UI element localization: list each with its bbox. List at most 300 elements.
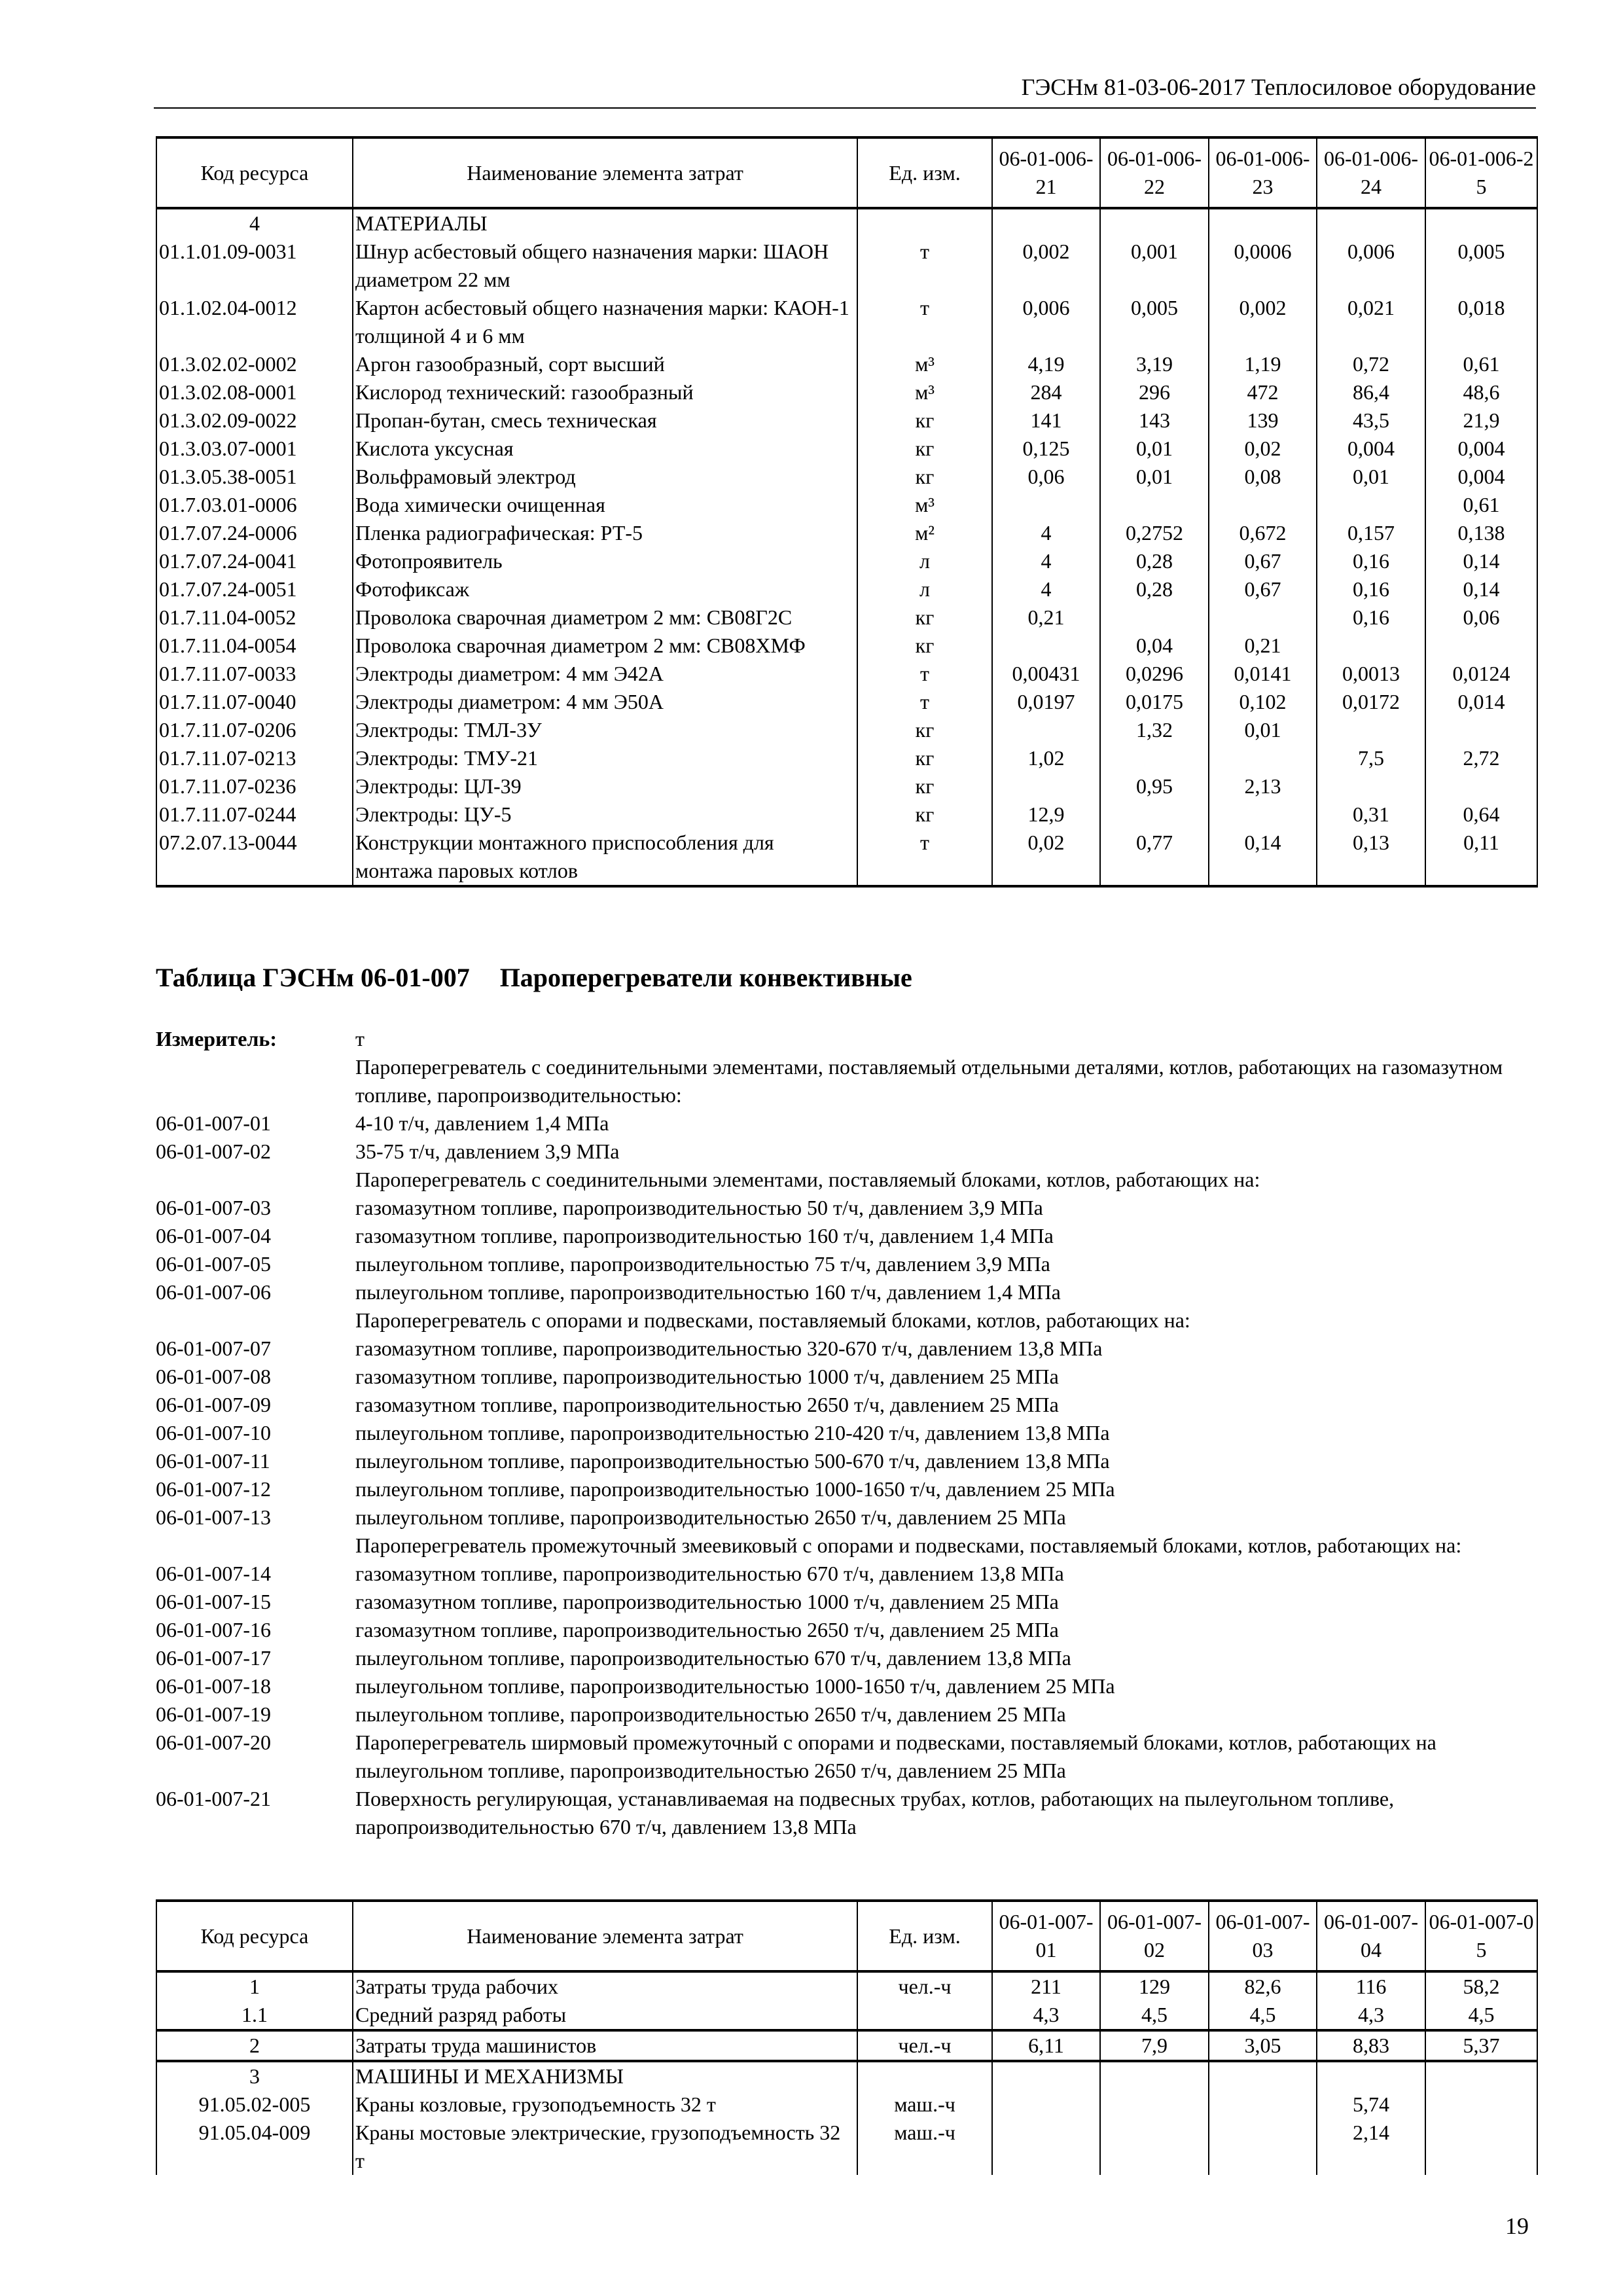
table-row (156, 378, 1537, 406)
column-header: Наименование элемента затрат (353, 137, 857, 208)
table-row (156, 463, 1537, 491)
value-cell (992, 2119, 1100, 2175)
value-cell (992, 491, 1100, 519)
measure-text: пылеугольном топливе, паропроизводительностью 210-420 т/ч, давлением 13,8 МПа (355, 1421, 1110, 1444)
column-header: 06-01-006-25 (1425, 137, 1537, 208)
value-cell: 0,002 (1209, 294, 1317, 350)
section-code: 4 (156, 208, 353, 238)
table-row (156, 238, 1537, 294)
value-cell: 0,61 (1425, 491, 1537, 519)
value-cell: 0,14 (1425, 547, 1537, 575)
value-cell: 0,77 (1100, 829, 1209, 886)
value-cell: 0,0296 (1100, 660, 1209, 688)
value-cell: 0,06 (1425, 603, 1537, 632)
value-cell: 4,19 (992, 350, 1100, 378)
value-cell: 143 (1100, 406, 1209, 435)
measure-code: 06-01-007-10 (156, 1421, 271, 1444)
value-cell: 0,001 (1100, 238, 1209, 294)
measure-text: газомазутном топливе, паропроизводительностью 2650 т/ч, давлением 25 МПа (355, 1393, 1059, 1416)
measure-text: пылеугольном топливе, паропроизводительностью 2650 т/ч, давлением 25 МПа (355, 1702, 1066, 1726)
measure-item (156, 1278, 1537, 1306)
measure-item (156, 1363, 1537, 1391)
value-cell (1425, 632, 1537, 660)
table-name: Пароперегреватели конвективные (499, 963, 912, 992)
value-cell: 0,0175 (1100, 688, 1209, 716)
unit: маш.-ч (857, 2090, 992, 2119)
resource-name: Электроды: ТМЛ-3У (353, 716, 857, 744)
measure-unit: т (355, 1027, 365, 1050)
value-cell: 0,21 (1209, 632, 1317, 660)
value-cell: 0,006 (1317, 238, 1425, 294)
resource-name: Вольфрамовый электрод (353, 463, 857, 491)
value-cell: 284 (992, 378, 1100, 406)
value-cell: 4,5 (1100, 2001, 1209, 2030)
resource-code: 01.7.07.24-0006 (156, 519, 353, 547)
measure-code: 06-01-007-17 (156, 1646, 271, 1670)
value-cell: 82,6 (1209, 1971, 1317, 2001)
measure-label: Измеритель: (156, 1027, 277, 1050)
resource-code: 01.7.07.24-0051 (156, 575, 353, 603)
value-cell (1425, 2119, 1537, 2175)
unit: кг (857, 603, 992, 632)
value-cell: 0,67 (1209, 575, 1317, 603)
value-cell: 0,0124 (1425, 660, 1537, 688)
measure-code: 06-01-007-13 (156, 1505, 271, 1529)
value-cell: 0,01 (1209, 716, 1317, 744)
table-number: Таблица ГЭСНм 06-01-007 (156, 963, 470, 992)
resource-code: 01.3.02.09-0022 (156, 406, 353, 435)
value-cell (1209, 491, 1317, 519)
value-cell: 0,13 (1317, 829, 1425, 886)
measure-item (156, 1503, 1537, 1532)
measure-text: пылеугольном топливе, паропроизводительностью 1000-1650 т/ч, давлением 25 МПа (355, 1477, 1115, 1501)
value-cell: 0,28 (1100, 575, 1209, 603)
value-cell: 0,004 (1425, 435, 1537, 463)
value-cell: 43,5 (1317, 406, 1425, 435)
measure-text: пылеугольном топливе, паропроизводительностью 75 т/ч, давлением 3,9 МПа (355, 1252, 1050, 1276)
value-cell: 0,004 (1425, 463, 1537, 491)
resource-code: 1.1 (156, 2001, 353, 2030)
value-cell: 0,672 (1209, 519, 1317, 547)
value-cell (1317, 716, 1425, 744)
value-cell: 4,3 (1317, 2001, 1425, 2030)
value-cell: 0,138 (1425, 519, 1537, 547)
measure-text: газомазутном топливе, паропроизводительностью 670 т/ч, давлением 13,8 МПа (355, 1562, 1064, 1585)
value-cell: 0,157 (1317, 519, 1425, 547)
table-row (156, 632, 1537, 660)
value-cell (1100, 800, 1209, 829)
value-cell: 1,02 (992, 744, 1100, 772)
resource-name: Картон асбестовый общего назначения марки: КАОН-1 толщиной 4 и 6 мм (353, 294, 857, 350)
measure-code: 06-01-007-21 (156, 1787, 271, 1810)
unit: кг (857, 406, 992, 435)
value-cell: 7,9 (1100, 2030, 1209, 2061)
value-cell: 58,2 (1425, 1971, 1537, 2001)
resource-code: 01.7.03.01-0006 (156, 491, 353, 519)
unit: кг (857, 435, 992, 463)
measure-item (156, 1194, 1537, 1222)
value-cell: 472 (1209, 378, 1317, 406)
resource-name: Электроды диаметром: 4 мм Э42А (353, 660, 857, 688)
value-cell: 8,83 (1317, 2030, 1425, 2061)
value-cell: 0,14 (1209, 829, 1317, 886)
measure-code: 06-01-007-14 (156, 1562, 271, 1585)
value-cell: 1,19 (1209, 350, 1317, 378)
value-cell: 0,014 (1425, 688, 1537, 716)
measure-text: пылеугольном топливе, паропроизводительностью 2650 т/ч, давлением 25 МПа (355, 1505, 1066, 1529)
measure-code: 06-01-007-07 (156, 1336, 271, 1360)
measure-item (156, 1447, 1537, 1475)
measure-item (156, 1419, 1537, 1447)
table-row (156, 1971, 1537, 2001)
resource-code: 01.3.03.07-0001 (156, 435, 353, 463)
value-cell (1317, 632, 1425, 660)
resource-name: Затраты труда рабочих (353, 1971, 857, 2001)
value-cell (1317, 491, 1425, 519)
value-cell (1209, 800, 1317, 829)
section-name: МАТЕРИАЛЫ (353, 208, 857, 238)
value-cell: 6,11 (992, 2030, 1100, 2061)
resource-code: 01.7.11.07-0040 (156, 688, 353, 716)
resource-code: 01.7.11.04-0052 (156, 603, 353, 632)
value-cell: 0,021 (1317, 294, 1425, 350)
resource-code: 01.7.11.07-0206 (156, 716, 353, 744)
measure-item (156, 1250, 1537, 1278)
value-cell: 0,01 (1317, 463, 1425, 491)
measure-text: газомазутном топливе, паропроизводительностью 320-670 т/ч, давлением 13,8 МПа (355, 1336, 1103, 1360)
unit: т (857, 829, 992, 886)
measure-text: газомазутном топливе, паропроизводительностью 2650 т/ч, давлением 25 МПа (355, 1618, 1059, 1641)
resource-name: Электроды: ЦЛ-39 (353, 772, 857, 800)
value-cell: 139 (1209, 406, 1317, 435)
column-header: 06-01-006-23 (1209, 137, 1317, 208)
value-cell: 4,5 (1209, 2001, 1317, 2030)
resource-name: Затраты труда машинистов (353, 2030, 857, 2061)
measure-code: 06-01-007-11 (156, 1449, 270, 1473)
resource-code: 01.3.05.38-0051 (156, 463, 353, 491)
measure-code (156, 1053, 355, 1109)
measure-item (156, 1644, 1537, 1672)
value-cell: 4 (992, 547, 1100, 575)
measure-item (156, 1560, 1537, 1588)
value-cell (992, 632, 1100, 660)
resource-code: 01.7.11.04-0054 (156, 632, 353, 660)
value-cell (1209, 603, 1317, 632)
measure-text: Пароперегреватель с опорами и подвесками, поставляемый блоками, котлов, работающих на: (355, 1308, 1190, 1332)
value-cell: 211 (992, 1971, 1100, 2001)
value-cell: 7,5 (1317, 744, 1425, 772)
value-cell: 0,0172 (1317, 688, 1425, 716)
unit: кг (857, 463, 992, 491)
value-cell: 5,74 (1317, 2090, 1425, 2119)
unit: м³ (857, 491, 992, 519)
unit (857, 2001, 992, 2030)
column-header: 06-01-006-22 (1100, 137, 1209, 208)
measure-code: 06-01-007-16 (156, 1618, 271, 1641)
resource-code: 2 (156, 2030, 353, 2061)
measure-item (156, 1475, 1537, 1503)
value-cell: 0,14 (1425, 575, 1537, 603)
unit: м³ (857, 378, 992, 406)
measure-item (156, 1785, 1537, 1841)
column-header: Ед. изм. (857, 1901, 992, 1971)
value-cell (1209, 2119, 1317, 2175)
measure-code: 06-01-007-06 (156, 1280, 271, 1304)
table-row (156, 519, 1537, 547)
value-cell: 2,14 (1317, 2119, 1425, 2175)
measure-block (156, 1025, 1537, 1841)
measure-code (156, 1166, 355, 1194)
value-cell: 2,72 (1425, 744, 1537, 772)
value-cell: 0,16 (1317, 547, 1425, 575)
unit: м² (857, 519, 992, 547)
table-row (156, 350, 1537, 378)
measure-item (156, 1053, 1537, 1109)
column-header: 06-01-007-04 (1317, 1901, 1425, 1971)
measure-item (156, 1729, 1537, 1785)
resource-code: 07.2.07.13-0044 (156, 829, 353, 886)
column-header: Код ресурса (156, 1901, 353, 1971)
measure-item (156, 1700, 1537, 1729)
resource-name: Электроды диаметром: 4 мм Э50А (353, 688, 857, 716)
resource-name: Кислород технический: газообразный (353, 378, 857, 406)
value-cell (992, 772, 1100, 800)
running-header: ГЭСНм 81-03-06-2017 Теплосиловое оборудование (154, 73, 1536, 109)
measure-code: 06-01-007-08 (156, 1365, 271, 1388)
empty-cell (992, 208, 1100, 238)
resource-code: 01.1.01.09-0031 (156, 238, 353, 294)
measure-text: пылеугольном топливе, паропроизводительностью 500-670 т/ч, давлением 13,8 МПа (355, 1449, 1110, 1473)
value-cell: 1,32 (1100, 716, 1209, 744)
table-row (156, 406, 1537, 435)
value-cell (1317, 772, 1425, 800)
measure-code: 06-01-007-18 (156, 1674, 271, 1698)
value-cell: 141 (992, 406, 1100, 435)
unit: т (857, 238, 992, 294)
measure-code: 06-01-007-09 (156, 1393, 271, 1416)
measure-code: 06-01-007-15 (156, 1590, 271, 1613)
resource-code: 1 (156, 1971, 353, 2001)
measure-text: Поверхность регулирующая, устанавливаемая на подвесных трубах, котлов, работающих на пылеугольном топливе, паропроизводительностью 670 т/ч, давлением 13,8 МПа (355, 1787, 1395, 1839)
measure-text: пылеугольном топливе, паропроизводительностью 1000-1650 т/ч, давлением 25 МПа (355, 1674, 1115, 1698)
value-cell (992, 2061, 1100, 2090)
column-header: Код ресурса (156, 137, 353, 208)
value-cell: 0,61 (1425, 350, 1537, 378)
value-cell: 0,004 (1317, 435, 1425, 463)
resource-name: Средний разряд работы (353, 2001, 857, 2030)
value-cell: 0,006 (992, 294, 1100, 350)
value-cell: 3,19 (1100, 350, 1209, 378)
resource-name: Краны мостовые электрические, грузоподъемность 32 т (353, 2119, 857, 2175)
measure-item (156, 1138, 1537, 1166)
resource-name: Фотопроявитель (353, 547, 857, 575)
value-cell (1425, 772, 1537, 800)
measure-text: Пароперегреватель с соединительными элементами, поставляемый отдельными деталями, котлов, работающих на газомазутном топливе, паропроизводительностью: (355, 1055, 1503, 1107)
value-cell: 116 (1317, 1971, 1425, 2001)
value-cell (1100, 2090, 1209, 2119)
table-row (156, 829, 1537, 886)
value-cell (1100, 2119, 1209, 2175)
unit: кг (857, 800, 992, 829)
table-row (156, 660, 1537, 688)
measure-code: 06-01-007-03 (156, 1196, 271, 1219)
unit: кг (857, 744, 992, 772)
measure-text: 35-75 т/ч, давлением 3,9 МПа (355, 1139, 620, 1163)
unit: кг (857, 632, 992, 660)
value-cell: 0,0141 (1209, 660, 1317, 688)
value-cell: 0,95 (1100, 772, 1209, 800)
empty-cell (857, 208, 992, 238)
resource-name: Конструкции монтажного приспособления для монтажа паровых котлов (353, 829, 857, 886)
table-row (156, 491, 1537, 519)
resource-name: Шнур асбестовый общего назначения марки: ШАОН диаметром 22 мм (353, 238, 857, 294)
resource-name: Фотофиксаж (353, 575, 857, 603)
unit: чел.-ч (857, 2030, 992, 2061)
value-cell: 0,0197 (992, 688, 1100, 716)
empty-cell (1100, 208, 1209, 238)
table-row (156, 2001, 1537, 2030)
resource-code: 01.7.11.07-0033 (156, 660, 353, 688)
resource-name: Электроды: ТМУ-21 (353, 744, 857, 772)
column-header: 06-01-007-03 (1209, 1901, 1317, 1971)
section-title (156, 962, 942, 993)
value-cell: 21,9 (1425, 406, 1537, 435)
measure-code: 06-01-007-20 (156, 1731, 271, 1754)
page-number: 19 (1505, 2213, 1529, 2239)
value-cell (1317, 2061, 1425, 2090)
value-cell (1425, 2061, 1537, 2090)
resource-name: Вода химически очищенная (353, 491, 857, 519)
value-cell: 296 (1100, 378, 1209, 406)
resource-code: 01.1.02.04-0012 (156, 294, 353, 350)
value-cell: 4 (992, 575, 1100, 603)
measure-item (156, 1166, 1537, 1194)
resource-name: МАШИНЫ И МЕХАНИЗМЫ (353, 2061, 857, 2090)
value-cell: 0,67 (1209, 547, 1317, 575)
empty-cell (1425, 208, 1537, 238)
measure-text: 4-10 т/ч, давлением 1,4 МПа (355, 1111, 609, 1135)
materials-table (156, 136, 1538, 888)
measure-item (156, 1672, 1537, 1700)
value-cell: 0,06 (992, 463, 1100, 491)
value-cell (1209, 2090, 1317, 2119)
measure-text: газомазутном топливе, паропроизводительностью 160 т/ч, давлением 1,4 МПа (355, 1224, 1054, 1247)
value-cell: 4,5 (1425, 2001, 1537, 2030)
measure-code: 06-01-007-01 (156, 1111, 271, 1135)
value-cell: 48,6 (1425, 378, 1537, 406)
measure-item (156, 1616, 1537, 1644)
value-cell (992, 2090, 1100, 2119)
column-header: 06-01-006-21 (992, 137, 1100, 208)
measure-text: Пароперегреватель ширмовый промежуточный с опорами и подвесками, поставляемый блоками, котлов, работающих на пылеугольном топливе, паропроизводительностью 2650 т/ч, давлением 25 МПа (355, 1731, 1436, 1782)
unit: т (857, 688, 992, 716)
measure-item (156, 1222, 1537, 1250)
unit: л (857, 547, 992, 575)
value-cell (1100, 744, 1209, 772)
column-header: 06-01-007-02 (1100, 1901, 1209, 1971)
value-cell: 2,13 (1209, 772, 1317, 800)
value-cell: 0,00431 (992, 660, 1100, 688)
value-cell: 0,002 (992, 238, 1100, 294)
unit (857, 2061, 992, 2090)
resource-name: Пленка радиографическая: РТ-5 (353, 519, 857, 547)
value-cell: 0,11 (1425, 829, 1537, 886)
section-row (156, 208, 1537, 238)
resources-table (156, 1899, 1538, 2175)
measure-code: 06-01-007-05 (156, 1252, 271, 1276)
measure-code: 06-01-007-19 (156, 1702, 271, 1726)
measure-item (156, 1306, 1537, 1335)
unit: кг (857, 772, 992, 800)
value-cell: 4,3 (992, 2001, 1100, 2030)
resource-code: 91.05.04-009 (156, 2119, 353, 2175)
column-header: 06-01-006-24 (1317, 137, 1425, 208)
table-row (156, 800, 1537, 829)
value-cell: 0,72 (1317, 350, 1425, 378)
measure-item (156, 1109, 1537, 1138)
value-cell: 0,04 (1100, 632, 1209, 660)
value-cell: 0,02 (992, 829, 1100, 886)
table-row (156, 603, 1537, 632)
measure-text: Пароперегреватель с соединительными элементами, поставляемый блоками, котлов, работающих на: (355, 1168, 1260, 1191)
measure-text: пылеугольном топливе, паропроизводительностью 670 т/ч, давлением 13,8 МПа (355, 1646, 1071, 1670)
measure-item (156, 1391, 1537, 1419)
resource-name: Пропан-бутан, смесь техническая (353, 406, 857, 435)
value-cell: 0,01 (1100, 435, 1209, 463)
resource-name: Краны козловые, грузоподъемность 32 т (353, 2090, 857, 2119)
table-row (156, 575, 1537, 603)
unit: чел.-ч (857, 1971, 992, 2001)
value-cell: 0,2752 (1100, 519, 1209, 547)
table-row (156, 744, 1537, 772)
empty-cell (1317, 208, 1425, 238)
value-cell (1100, 491, 1209, 519)
table-row (156, 772, 1537, 800)
value-cell: 0,102 (1209, 688, 1317, 716)
value-cell: 0,31 (1317, 800, 1425, 829)
value-cell: 0,125 (992, 435, 1100, 463)
measure-code: 06-01-007-02 (156, 1139, 271, 1163)
empty-cell (1209, 208, 1317, 238)
table-row (156, 2090, 1537, 2119)
value-cell: 0,08 (1209, 463, 1317, 491)
value-cell: 0,28 (1100, 547, 1209, 575)
table-row (156, 294, 1537, 350)
value-cell: 0,018 (1425, 294, 1537, 350)
table-row (156, 688, 1537, 716)
resource-name: Электроды: ЦУ-5 (353, 800, 857, 829)
value-cell: 0,005 (1425, 238, 1537, 294)
measure-text: пылеугольном топливе, паропроизводительностью 160 т/ч, давлением 1,4 МПа (355, 1280, 1061, 1304)
value-cell (1425, 716, 1537, 744)
value-cell (1100, 2061, 1209, 2090)
measure-code: 06-01-007-12 (156, 1477, 271, 1501)
value-cell: 0,16 (1317, 575, 1425, 603)
unit: т (857, 294, 992, 350)
value-cell (1209, 744, 1317, 772)
measure-text: газомазутном топливе, паропроизводительностью 50 т/ч, давлением 3,9 МПа (355, 1196, 1043, 1219)
table-row (156, 547, 1537, 575)
table-row (156, 435, 1537, 463)
unit: т (857, 660, 992, 688)
value-cell: 3,05 (1209, 2030, 1317, 2061)
value-cell: 4 (992, 519, 1100, 547)
value-cell: 5,37 (1425, 2030, 1537, 2061)
measure-code: 06-01-007-04 (156, 1224, 271, 1247)
resource-code: 01.7.07.24-0041 (156, 547, 353, 575)
resource-code: 01.3.02.02-0002 (156, 350, 353, 378)
resource-code: 3 (156, 2061, 353, 2090)
